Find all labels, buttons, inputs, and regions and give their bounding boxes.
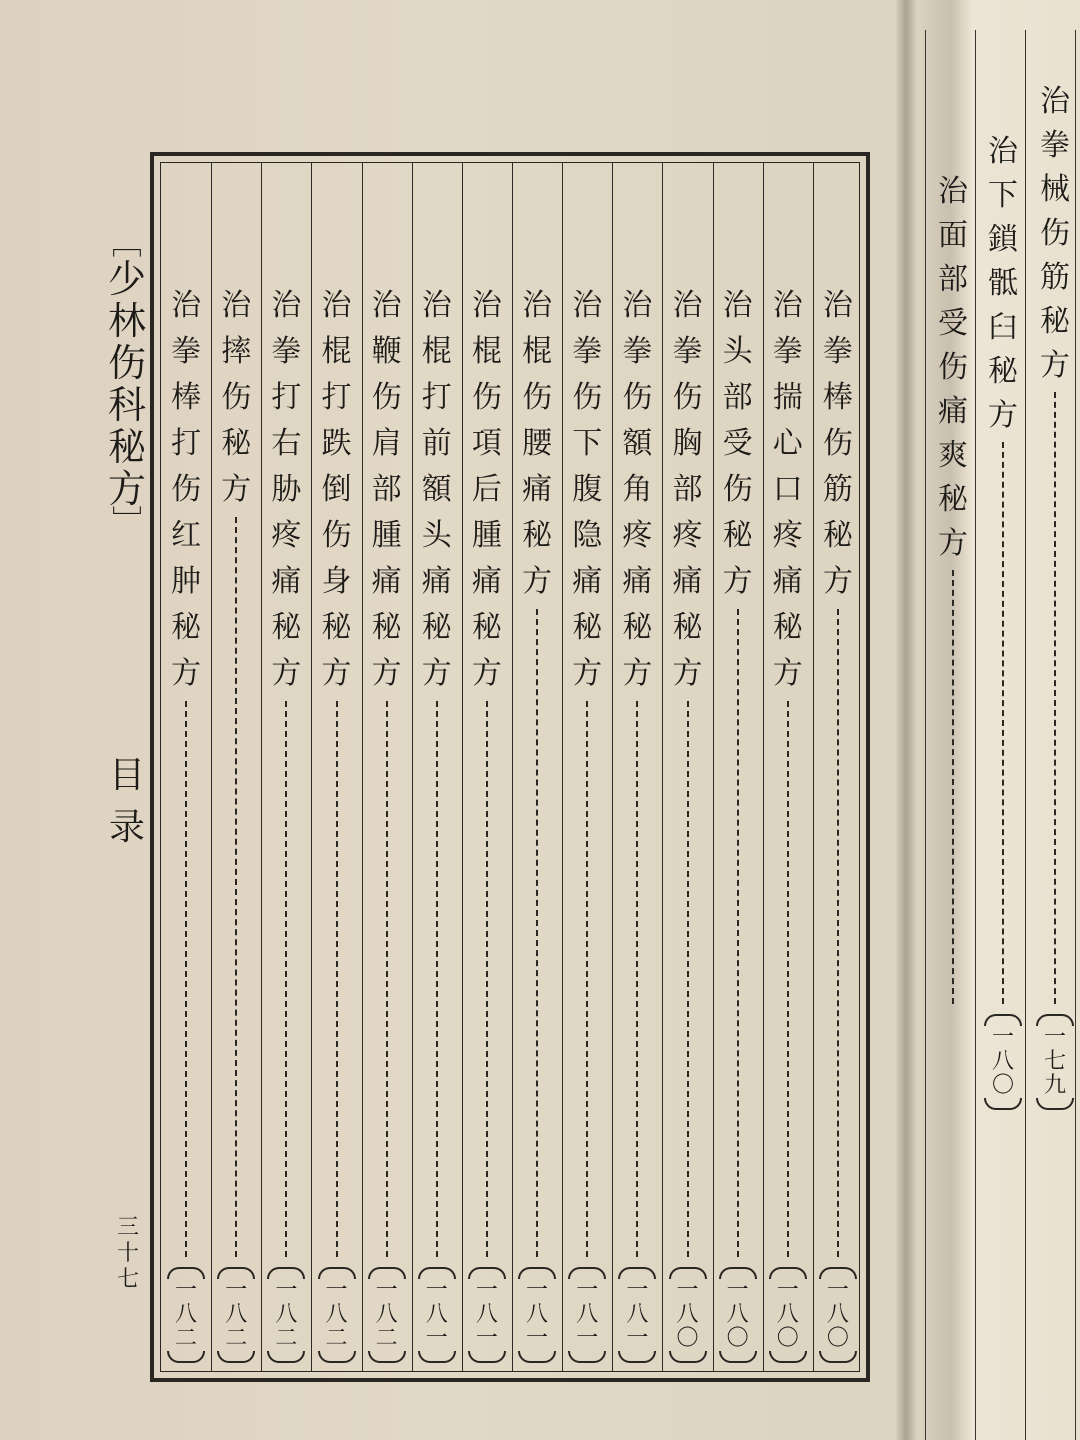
entry-title: 治 下 鎖 骶 臼 秘 方 — [988, 134, 1018, 433]
toc-entry — [465, 283, 509, 1363]
close-paren — [468, 1351, 506, 1363]
entry-title: 治 头 部 受 伤 秘 方 — [722, 288, 753, 599]
column-rule — [261, 163, 262, 1371]
toc-entry — [666, 283, 710, 1363]
entry-title: 治 拳 伤 胸 部 疼 痛 秘 方 — [672, 288, 703, 691]
close-paren — [819, 1351, 857, 1363]
dotted-leader — [837, 609, 839, 1257]
toc-entry — [264, 283, 308, 1363]
entry-page-number — [769, 1267, 807, 1363]
section-label: 目 录 — [108, 755, 145, 848]
facing-toc-entry — [1035, 80, 1075, 1110]
entry-page-number — [368, 1267, 406, 1363]
dotted-leader — [636, 701, 638, 1257]
dotted-leader — [536, 609, 538, 1257]
toc-entry — [816, 283, 860, 1363]
page-number: 三 十 七 — [116, 1215, 139, 1292]
entry-page-number — [819, 1267, 857, 1363]
column-rule — [763, 163, 764, 1371]
dotted-leader — [687, 701, 689, 1257]
entry-title: 治 拳 械 伤 筋 秘 方 — [1040, 84, 1070, 383]
column-rule — [412, 163, 413, 1371]
close-paren — [769, 1351, 807, 1363]
entry-page-digits: 一 八 一 — [576, 1278, 599, 1351]
book-title: ﹇ 少 林 伤 科 秘 方 ﹈ — [107, 227, 146, 540]
dotted-leader — [952, 570, 954, 1004]
dotted-leader — [185, 701, 187, 1257]
column-rule — [362, 163, 363, 1371]
column-rule — [211, 163, 212, 1371]
toc-entry — [315, 283, 359, 1363]
entry-page-digits: 一 八 一 — [425, 1278, 448, 1351]
entry-page-number — [318, 1267, 356, 1363]
column-rule — [512, 163, 513, 1371]
close-paren — [719, 1351, 757, 1363]
entry-page-digits: 一 八 一 — [526, 1278, 549, 1351]
entry-title: 治 摔 伤 秘 方 — [221, 288, 252, 507]
entry-page-digits: 一 八 〇 — [726, 1278, 749, 1351]
entry-page-digits: 一 八 〇 — [776, 1278, 799, 1351]
close-paren — [568, 1351, 606, 1363]
entry-page-number — [267, 1267, 305, 1363]
entry-page-digits: 一 八 〇 — [991, 1025, 1014, 1098]
toc-entry — [716, 283, 760, 1363]
dotted-leader — [285, 701, 287, 1257]
entry-page-number — [468, 1267, 506, 1363]
facing-toc-entry — [933, 170, 973, 1014]
entry-page-digits: 一 八 一 — [626, 1278, 649, 1351]
close-paren — [267, 1351, 305, 1363]
dotted-leader — [586, 701, 588, 1257]
entry-page-digits: 一 八 二 — [175, 1278, 198, 1351]
toc-entry — [515, 283, 559, 1363]
close-paren — [418, 1351, 456, 1363]
entry-page-number — [217, 1267, 255, 1363]
dotted-leader — [436, 701, 438, 1257]
entry-page-digits: 一 八 一 — [475, 1278, 498, 1351]
entry-title: 治 拳 伤 額 角 疼 痛 秘 方 — [622, 288, 653, 691]
entry-page-number — [1036, 1014, 1074, 1110]
column-rule — [562, 163, 563, 1371]
entry-title: 治 面 部 受 伤 痛 爽 秘 方 — [938, 174, 968, 561]
entry-page-digits: 一 八 二 — [225, 1278, 248, 1351]
column-rule — [462, 163, 463, 1371]
close-paren — [984, 1098, 1022, 1110]
entry-title: 治 拳 打 右 胁 疼 痛 秘 方 — [271, 288, 302, 691]
dotted-leader — [1002, 442, 1004, 1004]
dotted-leader — [235, 517, 237, 1257]
entry-page-digits: 一 八 二 — [275, 1278, 298, 1351]
close-paren — [368, 1351, 406, 1363]
entry-title: 治 拳 伤 下 腹 隐 痛 秘 方 — [572, 288, 603, 691]
column-rule — [1025, 30, 1026, 1440]
facing-page-grid — [917, 0, 1080, 1440]
column-rule — [975, 30, 976, 1440]
toc-grid — [160, 162, 860, 1372]
toc-entry — [615, 283, 659, 1363]
column-rule — [612, 163, 613, 1371]
column-rule — [311, 163, 312, 1371]
entry-page-digits: 一 八 二 — [375, 1278, 398, 1351]
toc-frame — [150, 152, 870, 1382]
entry-title: 治 拳 揣 心 口 疼 痛 秘 方 — [772, 288, 803, 691]
toc-entry — [766, 283, 810, 1363]
close-paren — [217, 1351, 255, 1363]
book-title-text: 少 林 伤 科 秘 方 — [107, 257, 146, 511]
dotted-leader — [336, 701, 338, 1257]
entry-page-number — [418, 1267, 456, 1363]
column-rule — [925, 30, 926, 1440]
column-rule — [1075, 30, 1076, 1440]
dotted-leader — [1054, 392, 1056, 1004]
entry-page-number — [568, 1267, 606, 1363]
close-paren — [618, 1351, 656, 1363]
entry-title: 治 鞭 伤 肩 部 腫 痛 秘 方 — [371, 288, 402, 691]
entry-page-digits: 一 八 〇 — [826, 1278, 849, 1351]
close-paren — [518, 1351, 556, 1363]
close-paren — [167, 1351, 205, 1363]
entry-page-number — [984, 1014, 1022, 1110]
dotted-leader — [737, 609, 739, 1257]
entry-title: 治 拳 棒 打 伤 红 肿 秘 方 — [171, 288, 202, 691]
toc-entry — [565, 283, 609, 1363]
column-rule — [662, 163, 663, 1371]
entry-title: 治 拳 棒 伤 筋 秘 方 — [822, 288, 853, 599]
entry-page-number — [167, 1267, 205, 1363]
close-paren — [318, 1351, 356, 1363]
entry-page-digits: 一 八 二 — [325, 1278, 348, 1351]
column-rule — [713, 163, 714, 1371]
toc-entry — [164, 283, 208, 1363]
facing-toc-entry — [983, 130, 1023, 1110]
entry-title: 治 棍 打 跌 倒 伤 身 秘 方 — [321, 288, 352, 691]
toc-entry — [214, 283, 258, 1363]
toc-entry — [415, 283, 459, 1363]
close-paren — [1036, 1098, 1074, 1110]
toc-entry — [365, 283, 409, 1363]
entry-page-number — [669, 1267, 707, 1363]
entry-title: 治 棍 伤 項 后 腫 痛 秘 方 — [471, 288, 502, 691]
entry-page-digits: 一 八 〇 — [676, 1278, 699, 1351]
entry-page-number — [518, 1267, 556, 1363]
entry-page-number — [618, 1267, 656, 1363]
entry-page-digits: 一 七 九 — [1043, 1025, 1066, 1098]
entry-page-number — [719, 1267, 757, 1363]
close-paren — [669, 1351, 707, 1363]
entry-title: 治 棍 打 前 額 头 痛 秘 方 — [421, 288, 452, 691]
entry-title: 治 棍 伤 腰 痛 秘 方 — [522, 288, 553, 599]
dotted-leader — [486, 701, 488, 1257]
dotted-leader — [386, 701, 388, 1257]
dotted-leader — [787, 701, 789, 1257]
facing-page — [905, 0, 1080, 1440]
column-rule — [813, 163, 814, 1371]
